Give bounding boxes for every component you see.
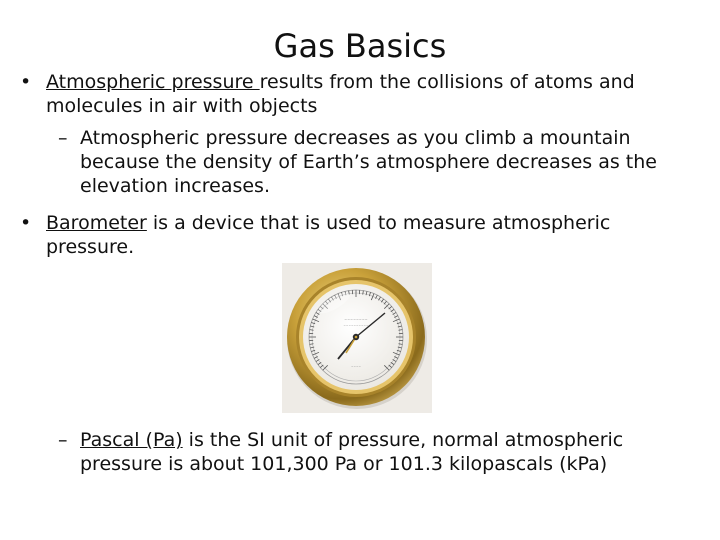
subbullet-text: Atmospheric pressure decreases as you climb a mountain because the density of Earth’s atmosphere decreases as the elevation increases. xyxy=(80,127,657,197)
svg-text:~~~~~~~~: ~~~~~~~~ xyxy=(344,318,368,322)
slide-title: Gas Basics xyxy=(273,27,447,65)
subbullet-marker: – xyxy=(58,429,68,451)
subbullet-mountain xyxy=(58,126,698,198)
subbullet-text xyxy=(80,428,698,476)
svg-text:~~~~: ~~~~ xyxy=(350,364,362,368)
bullet-term: Atmospheric pressure xyxy=(46,71,260,93)
svg-text:~~~~~~~~~~: ~~~~~~~~~~ xyxy=(343,323,369,327)
bullet-term: Barometer xyxy=(46,212,147,234)
bullet-atmospheric-pressure xyxy=(20,70,700,118)
subbullet-pascal xyxy=(58,428,698,476)
subbullet-body: is the SI unit of pressure, normal atmospheric pressure is about 101,300 Pa or 101.3 kilopascals (kPa) xyxy=(80,429,624,475)
bullet-body: results from the collisions of atoms and molecules in air with objects xyxy=(46,71,635,117)
subbullet-term: Pascal (Pa) xyxy=(80,429,183,451)
bullet-marker: • xyxy=(20,71,32,93)
barometer-icon xyxy=(282,263,432,413)
bullet-body: is a device that is used to measure atmospheric pressure. xyxy=(46,212,611,258)
bullet-text xyxy=(46,70,700,118)
subbullet-marker: – xyxy=(58,127,68,149)
barometer-image xyxy=(282,263,432,413)
bullet-barometer xyxy=(20,211,700,259)
bullet-text xyxy=(46,211,700,259)
bullet-marker: • xyxy=(20,212,32,234)
